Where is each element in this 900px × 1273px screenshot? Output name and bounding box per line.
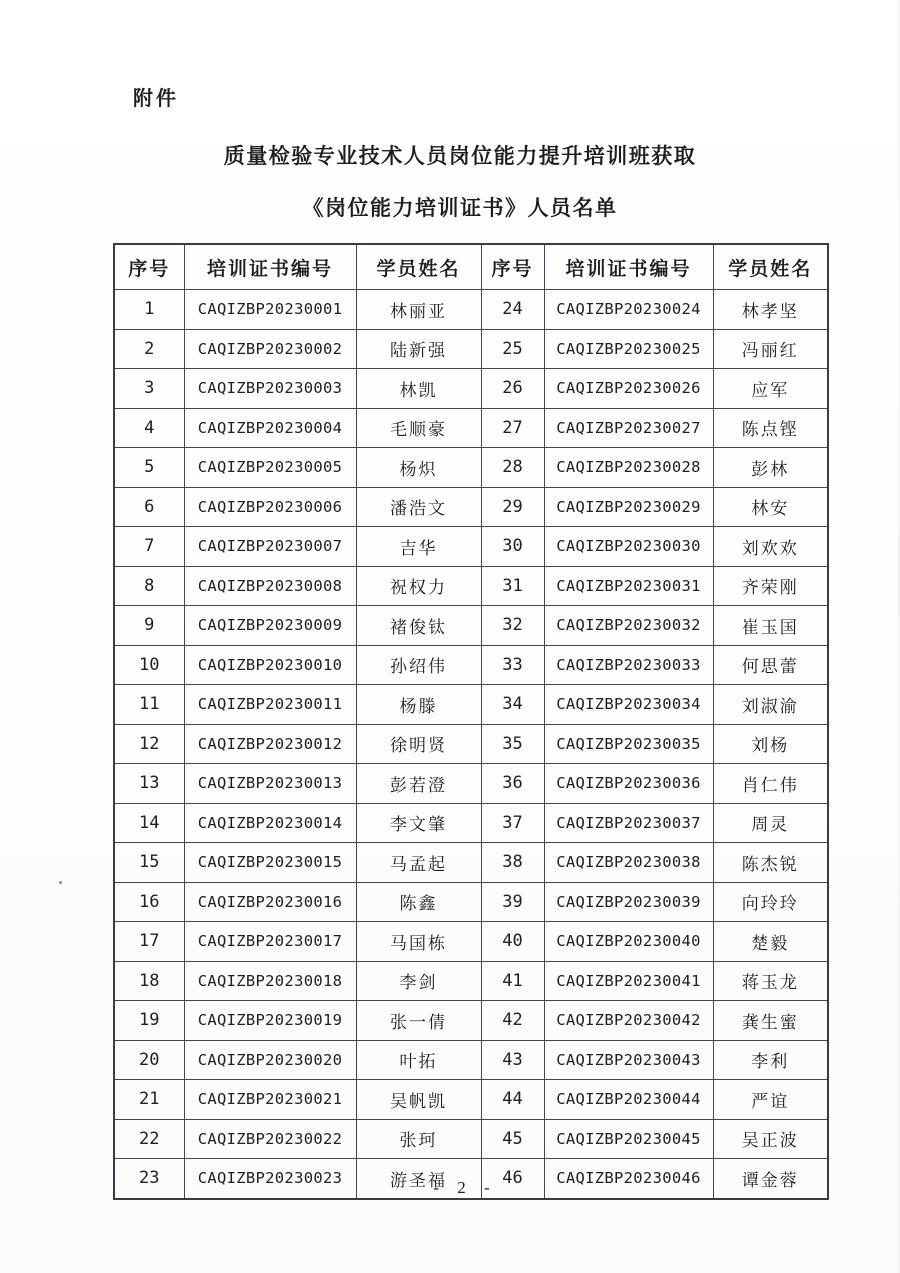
student-name-cell: 李文肇 <box>356 803 481 843</box>
page-number: - 2 - <box>433 1178 497 1197</box>
table-row <box>114 1001 828 1041</box>
roster-table-header <box>114 244 828 290</box>
certificate-number-cell: CAQIZBP20230028 <box>544 448 713 488</box>
student-name-cell: 彭若澄 <box>356 764 481 804</box>
serial-number-cell: 7 <box>114 527 184 567</box>
serial-number-cell: 41 <box>481 961 544 1001</box>
serial-number-cell: 39 <box>481 882 544 922</box>
certificate-number-cell: CAQIZBP20230036 <box>544 764 713 804</box>
certificate-number-cell: CAQIZBP20230029 <box>544 487 713 527</box>
table-row <box>114 606 828 646</box>
student-name-cell: 杨炽 <box>356 448 481 488</box>
roster-table-body <box>114 290 828 1199</box>
certificate-number-cell: CAQIZBP20230003 <box>184 369 356 409</box>
student-name-cell: 徐明贤 <box>356 724 481 764</box>
table-row <box>114 645 828 685</box>
column-header: 学员姓名 <box>713 244 828 290</box>
certificate-number-cell: CAQIZBP20230007 <box>184 527 356 567</box>
student-name-cell: 马孟起 <box>356 843 481 883</box>
certificate-number-cell: CAQIZBP20230024 <box>544 290 713 330</box>
student-name-cell: 刘淑渝 <box>713 685 828 725</box>
certificate-number-cell: CAQIZBP20230046 <box>544 1159 713 1199</box>
certificate-number-cell: CAQIZBP20230004 <box>184 408 356 448</box>
serial-number-cell: 44 <box>481 1080 544 1120</box>
certificate-number-cell: CAQIZBP20230013 <box>184 764 356 804</box>
serial-number-cell: 18 <box>114 961 184 1001</box>
table-row <box>114 290 828 330</box>
student-name-cell: 崔玉国 <box>713 606 828 646</box>
student-name-cell: 张一倩 <box>356 1001 481 1041</box>
serial-number-cell: 29 <box>481 487 544 527</box>
serial-number-cell: 3 <box>114 369 184 409</box>
document-title-line1: 质量检验专业技术人员岗位能力提升培训班获取 <box>223 144 697 168</box>
student-name-cell: 龚生蜜 <box>713 1001 828 1041</box>
student-name-cell: 陈杰锐 <box>713 843 828 883</box>
certificate-number-cell: CAQIZBP20230025 <box>544 329 713 369</box>
student-name-cell: 齐荣刚 <box>713 566 828 606</box>
certificate-number-cell: CAQIZBP20230005 <box>184 448 356 488</box>
certificate-number-cell: CAQIZBP20230012 <box>184 724 356 764</box>
certificate-number-cell: CAQIZBP20230034 <box>544 685 713 725</box>
student-name-cell: 林丽亚 <box>356 290 481 330</box>
serial-number-cell: 35 <box>481 724 544 764</box>
column-header: 培训证书编号 <box>184 244 356 290</box>
serial-number-cell: 36 <box>481 764 544 804</box>
serial-number-cell: 23 <box>114 1159 184 1199</box>
certificate-number-cell: CAQIZBP20230027 <box>544 408 713 448</box>
table-row <box>114 843 828 883</box>
student-name-cell: 张珂 <box>356 1119 481 1159</box>
certificate-number-cell: CAQIZBP20230037 <box>544 803 713 843</box>
certificate-number-cell: CAQIZBP20230020 <box>184 1040 356 1080</box>
certificate-number-cell: CAQIZBP20230002 <box>184 329 356 369</box>
serial-number-cell: 34 <box>481 685 544 725</box>
header-row <box>114 244 828 290</box>
student-name-cell: 林安 <box>713 487 828 527</box>
student-name-cell: 应军 <box>713 369 828 409</box>
serial-number-cell: 24 <box>481 290 544 330</box>
serial-number-cell: 11 <box>114 685 184 725</box>
table-row <box>114 408 828 448</box>
student-name-cell: 林凯 <box>356 369 481 409</box>
certificate-number-cell: CAQIZBP20230015 <box>184 843 356 883</box>
table-row <box>114 1040 828 1080</box>
student-name-cell: 蒋玉龙 <box>713 961 828 1001</box>
certificate-number-cell: CAQIZBP20230039 <box>544 882 713 922</box>
certificate-number-cell: CAQIZBP20230019 <box>184 1001 356 1041</box>
serial-number-cell: 8 <box>114 566 184 606</box>
serial-number-cell: 32 <box>481 606 544 646</box>
student-name-cell: 杨滕 <box>356 685 481 725</box>
trainee-roster-table <box>113 243 829 1200</box>
serial-number-cell: 27 <box>481 408 544 448</box>
serial-number-cell: 14 <box>114 803 184 843</box>
serial-number-cell: 31 <box>481 566 544 606</box>
certificate-number-cell: CAQIZBP20230009 <box>184 606 356 646</box>
serial-number-cell: 5 <box>114 448 184 488</box>
serial-number-cell: 9 <box>114 606 184 646</box>
serial-number-cell: 22 <box>114 1119 184 1159</box>
student-name-cell: 孙绍伟 <box>356 645 481 685</box>
student-name-cell: 陈鑫 <box>356 882 481 922</box>
certificate-number-cell: CAQIZBP20230045 <box>544 1119 713 1159</box>
student-name-cell: 吴正波 <box>713 1119 828 1159</box>
serial-number-cell: 6 <box>114 487 184 527</box>
table-row <box>114 527 828 567</box>
certificate-number-cell: CAQIZBP20230032 <box>544 606 713 646</box>
certificate-number-cell: CAQIZBP20230035 <box>544 724 713 764</box>
serial-number-cell: 28 <box>481 448 544 488</box>
table-row <box>114 369 828 409</box>
serial-number-cell: 46 <box>481 1159 544 1199</box>
table-row <box>114 329 828 369</box>
student-name-cell: 彭林 <box>713 448 828 488</box>
student-name-cell: 楚毅 <box>713 922 828 962</box>
student-name-cell: 陈点铿 <box>713 408 828 448</box>
serial-number-cell: 40 <box>481 922 544 962</box>
certificate-number-cell: CAQIZBP20230044 <box>544 1080 713 1120</box>
serial-number-cell: 2 <box>114 329 184 369</box>
student-name-cell: 李剑 <box>356 961 481 1001</box>
table-row <box>114 803 828 843</box>
attachment-label: 附件 <box>133 88 179 110</box>
serial-number-cell: 16 <box>114 882 184 922</box>
certificate-number-cell: CAQIZBP20230001 <box>184 290 356 330</box>
serial-number-cell: 15 <box>114 843 184 883</box>
serial-number-cell: 38 <box>481 843 544 883</box>
student-name-cell: 李利 <box>713 1040 828 1080</box>
student-name-cell: 林孝坚 <box>713 290 828 330</box>
table-row <box>114 566 828 606</box>
student-name-cell: 肖仁伟 <box>713 764 828 804</box>
certificate-number-cell: CAQIZBP20230010 <box>184 645 356 685</box>
column-header: 序号 <box>481 244 544 290</box>
student-name-cell: 吉华 <box>356 527 481 567</box>
student-name-cell: 周灵 <box>713 803 828 843</box>
serial-number-cell: 13 <box>114 764 184 804</box>
student-name-cell: 何思蕾 <box>713 645 828 685</box>
table-row <box>114 1119 828 1159</box>
table-row <box>114 764 828 804</box>
serial-number-cell: 26 <box>481 369 544 409</box>
certificate-number-cell: CAQIZBP20230011 <box>184 685 356 725</box>
table-row <box>114 1080 828 1120</box>
table-row <box>114 922 828 962</box>
certificate-number-cell: CAQIZBP20230041 <box>544 961 713 1001</box>
certificate-number-cell: CAQIZBP20230033 <box>544 645 713 685</box>
serial-number-cell: 10 <box>114 645 184 685</box>
certificate-number-cell: CAQIZBP20230031 <box>544 566 713 606</box>
table-row <box>114 685 828 725</box>
serial-number-cell: 30 <box>481 527 544 567</box>
student-name-cell: 严谊 <box>713 1080 828 1120</box>
certificate-number-cell: CAQIZBP20230016 <box>184 882 356 922</box>
student-name-cell: 刘杨 <box>713 724 828 764</box>
student-name-cell: 马国栋 <box>356 922 481 962</box>
serial-number-cell: 12 <box>114 724 184 764</box>
table-row <box>114 487 828 527</box>
serial-number-cell: 21 <box>114 1080 184 1120</box>
certificate-number-cell: CAQIZBP20230014 <box>184 803 356 843</box>
serial-number-cell: 20 <box>114 1040 184 1080</box>
serial-number-cell: 19 <box>114 1001 184 1041</box>
certificate-number-cell: CAQIZBP20230042 <box>544 1001 713 1041</box>
student-name-cell: 叶拓 <box>356 1040 481 1080</box>
student-name-cell: 谭金蓉 <box>713 1159 828 1199</box>
table-row <box>114 961 828 1001</box>
student-name-cell: 陆新强 <box>356 329 481 369</box>
student-name-cell: 向玲玲 <box>713 882 828 922</box>
certificate-number-cell: CAQIZBP20230006 <box>184 487 356 527</box>
student-name-cell: 毛顺豪 <box>356 408 481 448</box>
student-name-cell: 刘欢欢 <box>713 527 828 567</box>
serial-number-cell: 37 <box>481 803 544 843</box>
certificate-number-cell: CAQIZBP20230017 <box>184 922 356 962</box>
serial-number-cell: 45 <box>481 1119 544 1159</box>
student-name-cell: 祝权力 <box>356 566 481 606</box>
serial-number-cell: 17 <box>114 922 184 962</box>
student-name-cell: 潘浩文 <box>356 487 481 527</box>
table-row <box>114 724 828 764</box>
student-name-cell: 冯丽红 <box>713 329 828 369</box>
table-row <box>114 882 828 922</box>
serial-number-cell: 4 <box>114 408 184 448</box>
student-name-cell: 游圣福 <box>356 1159 481 1199</box>
scan-artifact-speck <box>59 881 62 884</box>
certificate-number-cell: CAQIZBP20230040 <box>544 922 713 962</box>
certificate-number-cell: CAQIZBP20230022 <box>184 1119 356 1159</box>
certificate-number-cell: CAQIZBP20230026 <box>544 369 713 409</box>
serial-number-cell: 25 <box>481 329 544 369</box>
serial-number-cell: 1 <box>114 290 184 330</box>
student-name-cell: 吴帆凯 <box>356 1080 481 1120</box>
certificate-number-cell: CAQIZBP20230008 <box>184 566 356 606</box>
certificate-number-cell: CAQIZBP20230021 <box>184 1080 356 1120</box>
serial-number-cell: 43 <box>481 1040 544 1080</box>
certificate-number-cell: CAQIZBP20230038 <box>544 843 713 883</box>
serial-number-cell: 42 <box>481 1001 544 1041</box>
student-name-cell: 褚俊钛 <box>356 606 481 646</box>
certificate-number-cell: CAQIZBP20230023 <box>184 1159 356 1199</box>
table-row <box>114 448 828 488</box>
certificate-number-cell: CAQIZBP20230018 <box>184 961 356 1001</box>
certificate-number-cell: CAQIZBP20230030 <box>544 527 713 567</box>
certificate-number-cell: CAQIZBP20230043 <box>544 1040 713 1080</box>
column-header: 序号 <box>114 244 184 290</box>
document-title-line2: 《岗位能力培训证书》人员名单 <box>302 196 618 220</box>
serial-number-cell: 33 <box>481 645 544 685</box>
column-header: 学员姓名 <box>356 244 481 290</box>
column-header: 培训证书编号 <box>544 244 713 290</box>
